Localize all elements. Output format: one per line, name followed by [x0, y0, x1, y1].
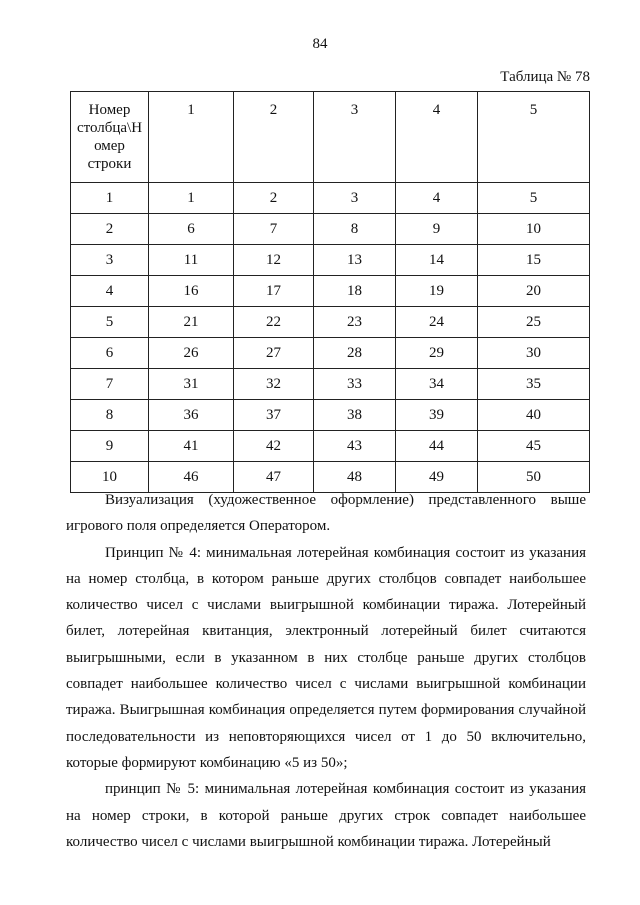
table-cell: 31 — [149, 369, 234, 400]
table-row — [71, 307, 590, 338]
page-number: 84 — [312, 36, 328, 52]
table-cell: 46 — [149, 462, 234, 493]
paragraph-principle-5: принцип № 5: минимальная лотерейная комбинация состоит из указания на номер строки, в которой раньше других строк совпадет наибольшее количество чисел с числами выигрышной комбинации тиража. Лотерейный — [66, 781, 586, 850]
table-cell: 42 — [234, 431, 314, 462]
column-header-5: 5 — [478, 92, 590, 183]
column-header-3: 3 — [314, 92, 396, 183]
table-cell: 1 — [149, 183, 234, 214]
table-cell: 38 — [314, 400, 396, 431]
table-cell: 50 — [478, 462, 590, 493]
row-header-cell: 4 — [71, 276, 149, 307]
corner-header-cell — [71, 92, 149, 183]
row-header-cell: 3 — [71, 245, 149, 276]
table-cell: 22 — [234, 307, 314, 338]
table-cell: 16 — [149, 276, 234, 307]
table-cell: 18 — [314, 276, 396, 307]
table-row — [71, 369, 590, 400]
table-cell: 49 — [396, 462, 478, 493]
table-cell: 45 — [478, 431, 590, 462]
table-cell: 23 — [314, 307, 396, 338]
row-header-cell: 6 — [71, 338, 149, 369]
row-header-cell: 7 — [71, 369, 149, 400]
table-cell: 2 — [234, 183, 314, 214]
table-cell: 7 — [234, 214, 314, 245]
row-header-cell: 9 — [71, 431, 149, 462]
table-cell: 11 — [149, 245, 234, 276]
table-cell: 26 — [149, 338, 234, 369]
table-row — [71, 338, 590, 369]
table-cell: 8 — [314, 214, 396, 245]
table-cell: 28 — [314, 338, 396, 369]
table-cell: 48 — [314, 462, 396, 493]
table-cell: 19 — [396, 276, 478, 307]
lottery-grid-table — [70, 91, 590, 493]
table-cell: 5 — [478, 183, 590, 214]
corner-header-text: Номер столбца\Н омер строки — [76, 102, 143, 172]
table-cell: 12 — [234, 245, 314, 276]
table-cell: 29 — [396, 338, 478, 369]
table-cell: 32 — [234, 369, 314, 400]
table-cell: 9 — [396, 214, 478, 245]
table-cell: 24 — [396, 307, 478, 338]
table-cell: 41 — [149, 431, 234, 462]
table-row — [71, 431, 590, 462]
paragraph-visualization: Визуализация (художественное оформление) представленного выше игрового поля определяется Оператором. — [66, 492, 586, 535]
table-row — [71, 400, 590, 431]
table-header-row — [71, 92, 590, 183]
table-cell: 13 — [314, 245, 396, 276]
column-header-1: 1 — [149, 92, 234, 183]
table-cell: 37 — [234, 400, 314, 431]
table-cell: 34 — [396, 369, 478, 400]
table-cell: 43 — [314, 431, 396, 462]
table-row — [71, 245, 590, 276]
table-row — [71, 276, 590, 307]
table-row — [71, 183, 590, 214]
table-row — [71, 214, 590, 245]
table-cell: 3 — [314, 183, 396, 214]
table-cell: 20 — [478, 276, 590, 307]
table-cell: 39 — [396, 400, 478, 431]
table-cell: 27 — [234, 338, 314, 369]
table-cell: 40 — [478, 400, 590, 431]
table-caption: Таблица № 78 — [500, 69, 590, 85]
paragraph-principle-4: Принцип № 4: минимальная лотерейная комбинация состоит из указания на номер столбца, в котором раньше других столбцов совпадет наибольшее количество чисел с числами выигрышной комбинации тиража. Лотерейный билет, лотерейная квитанция, электронный лотерейный билет считаются выигрышными, если в указанном в них столбце раньше других столбцов совпадет наибольшее количество чисел с числами выигрышной комбинации тиража. Выигрышная комбинация определяется путем формирования случайной последовательности из неповторяющихся чисел от 1 до 50 включительно, которые формируют комбинацию «5 из 50»; — [66, 544, 586, 771]
row-header-cell: 1 — [71, 183, 149, 214]
table-cell: 15 — [478, 245, 590, 276]
table-cell: 35 — [478, 369, 590, 400]
table-cell: 14 — [396, 245, 478, 276]
table-cell: 47 — [234, 462, 314, 493]
table-cell: 36 — [149, 400, 234, 431]
table-cell: 17 — [234, 276, 314, 307]
table-cell: 10 — [478, 214, 590, 245]
table-cell: 6 — [149, 214, 234, 245]
table-cell: 4 — [396, 183, 478, 214]
row-header-cell: 5 — [71, 307, 149, 338]
table-cell: 21 — [149, 307, 234, 338]
column-header-4: 4 — [396, 92, 478, 183]
column-header-2: 2 — [234, 92, 314, 183]
table-cell: 44 — [396, 431, 478, 462]
row-header-cell: 2 — [71, 214, 149, 245]
table-cell: 30 — [478, 338, 590, 369]
table-body — [71, 92, 590, 493]
row-header-cell: 8 — [71, 400, 149, 431]
table-cell: 25 — [478, 307, 590, 338]
table-cell: 33 — [314, 369, 396, 400]
row-header-cell: 10 — [71, 462, 149, 493]
body-text — [66, 487, 586, 855]
